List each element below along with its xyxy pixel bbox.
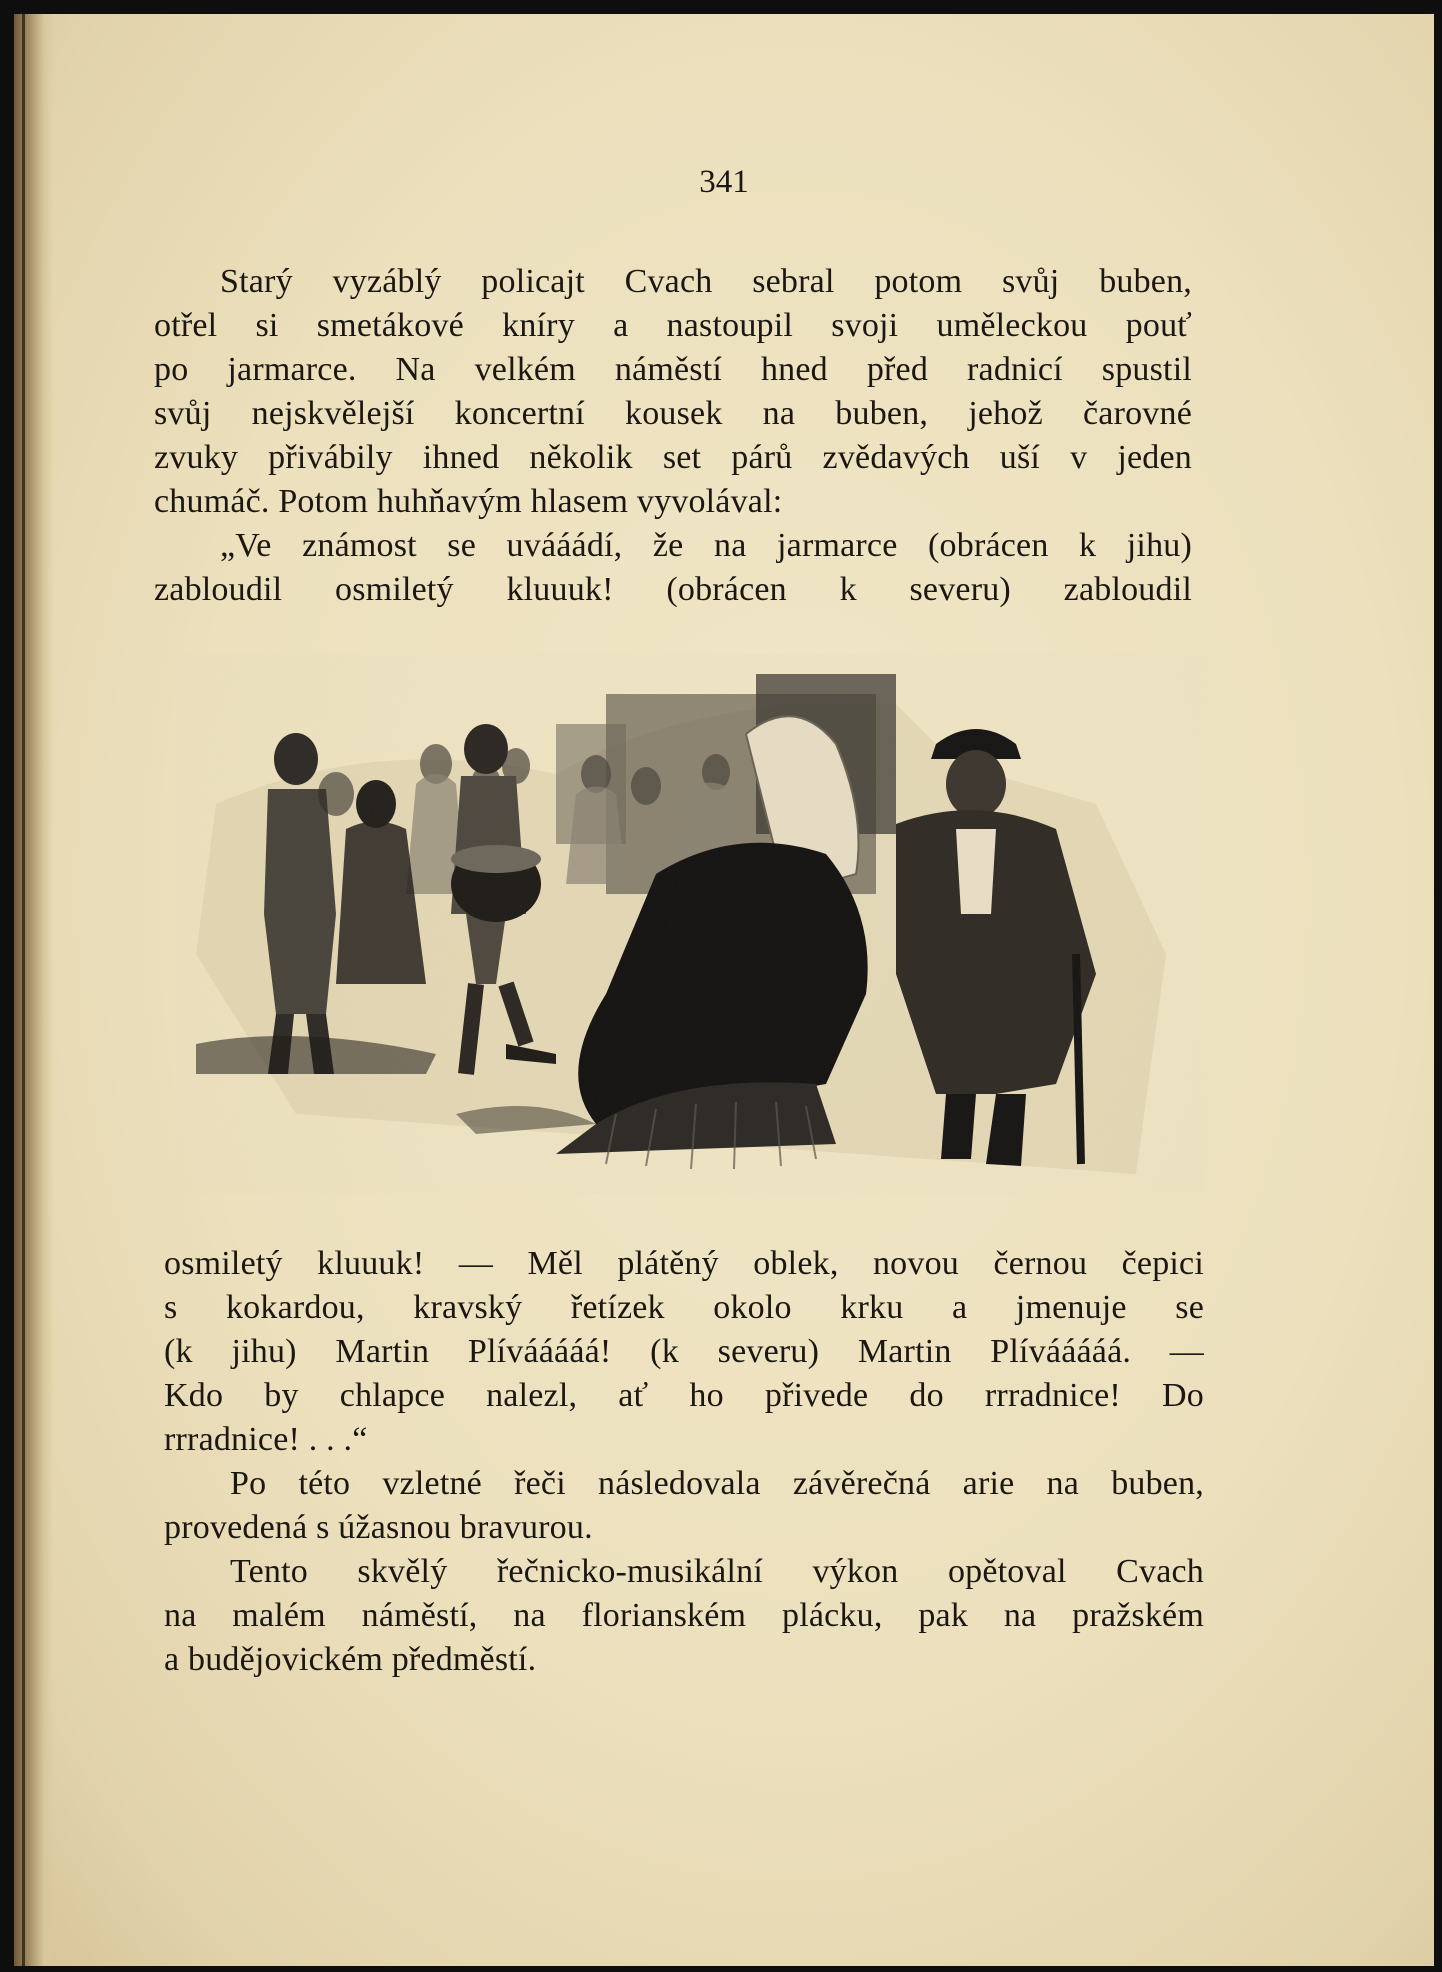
text-line: „Ve známost se uvááádí, že na jarmarce (obrácen k jihu) [220,527,1192,564]
text-line: svůj nejskvělejší koncertní kousek na buben, jehož čarovné [154,395,1192,432]
book-page [14,14,1434,1966]
text-line: (k jihu) Martin Plívááááá! (k severu) Martin Plívááááá. — [164,1333,1204,1370]
text-line: Starý vyzáblý policajt Cvach sebral potom svůj buben, [220,263,1192,300]
text-line: rrradnice! . . .“ [164,1421,368,1458]
text-line: Tento skvělý řečnicko-musikální výkon opětoval Cvach [230,1553,1204,1590]
text-line: Kdo by chlapce nalezl, ať ho přivede do rrradnice! Do [164,1377,1204,1414]
page-gutter [14,14,54,1966]
text-line: zvuky přivábily ihned několik set párů zvědavých uší v jeden [154,439,1192,476]
text-line: po jarmarce. Na velkém náměstí hned před radnicí spustil [154,351,1192,388]
text-line: na malém náměstí, na florianském plácku, pak na pražském [164,1597,1204,1634]
text-block-top [154,260,1192,612]
text-line: chumáč. Potom huhňavým hlasem vyvolával: [154,483,783,520]
market-scene-illustration [176,654,1206,1194]
text-line: s kokardou, kravský řetízek okolo krku a jmenuje se [164,1289,1204,1326]
text-line: osmiletý kluuuk! — Měl plátěný oblek, novou černou čepici [164,1245,1204,1282]
text-block-bottom [164,1242,1204,1682]
page-number: 341 [699,164,749,200]
text-line: zabloudil osmiletý kluuuk! (obrácen k severu) zabloudil [154,571,1192,608]
text-line: Po této vzletné řeči následovala závěrečná arie na buben, [230,1465,1204,1502]
text-line: a budějovickém předměstí. [164,1641,537,1678]
text-line: provedená s úžasnou bravurou. [164,1509,593,1546]
binding-edge [22,14,25,1966]
text-line: otřel si smetákové kníry a nastoupil svoji uměleckou pouť [154,307,1192,344]
